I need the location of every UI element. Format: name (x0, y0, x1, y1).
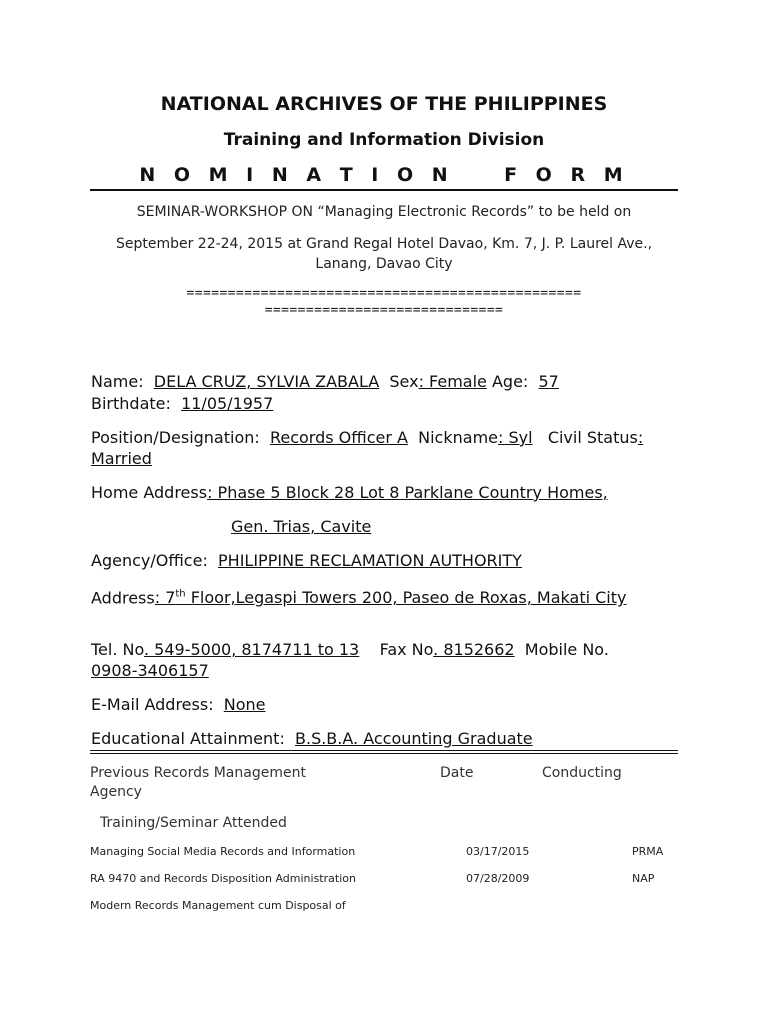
education-label: Educational Attainment: (91, 729, 285, 748)
email-row (91, 694, 691, 715)
education-value: B.S.B.A. Accounting Graduate (295, 729, 533, 748)
org-title: NATIONAL ARCHIVES OF THE PHILIPPINES (160, 93, 608, 115)
seminar-line-2: September 22-24, 2015 at Grand Regal Hotel Davao, Km. 7, J. P. Laurel Ave., Lanang, Davao City (115, 236, 653, 272)
name-row (91, 371, 691, 392)
contact-row (91, 639, 671, 681)
title-rule (90, 189, 678, 191)
office-address-value: : 7th Floor,Legaspi Towers 200, Paseo de Roxas, Makati City (154, 588, 627, 608)
position-row (91, 427, 691, 469)
nickname-label: Nickname (418, 428, 498, 447)
age-label: Age: (491, 372, 529, 391)
form-title: N O M I N A T I O N F O R M (139, 164, 629, 186)
home-address-row (91, 482, 691, 503)
agency-value: PHILIPPINE RECLAMATION AUTHORITY (218, 551, 522, 570)
table-col-date: Date (440, 765, 474, 781)
education-row (91, 728, 691, 749)
civil-status-label: Civil Status (547, 428, 638, 447)
email-label: E-Mail Address: (91, 695, 214, 714)
table-row-date: 07/28/2009 (466, 872, 530, 885)
table-row: RA 9470 and Records Disposition Administration (90, 872, 356, 885)
fax-label: Fax No (379, 640, 434, 659)
division-title: Training and Information Division (223, 130, 545, 150)
office-address-label: Address (91, 588, 155, 608)
birthdate-label: Birthdate: (91, 394, 171, 413)
civil-status-value: : Married (91, 428, 644, 468)
birthdate-value: 11/05/1957 (181, 394, 274, 413)
home-address-value: : Phase 5 Block 28 Lot 8 Parklane Country Homes, (207, 483, 608, 502)
table-col-conducting: Conducting (542, 765, 622, 781)
table-col-agency: Agency (90, 784, 142, 800)
fax-value: . 8152662 (433, 640, 515, 659)
position-value: Records Officer A (269, 428, 408, 447)
name-value: DELA CRUZ, SYLVIA ZABALA (153, 372, 380, 391)
table-row: Modern Records Management cum Disposal of (90, 899, 346, 912)
agency-row (91, 550, 691, 571)
name-label: Name: (91, 372, 144, 391)
section-rule-1 (90, 750, 678, 751)
table-row: Managing Social Media Records and Information (90, 845, 356, 858)
tel-value: . 549-5000, 8174711 to 13 (144, 640, 360, 659)
section-rule-2 (90, 753, 678, 754)
nickname-value: : Syl (498, 428, 533, 447)
tel-label: Tel. No (91, 640, 144, 659)
seminar-line-1: SEMINAR-WORKSHOP ON “Managing Electronic Records” to be held on (136, 204, 632, 220)
table-col-training: Previous Records Management (90, 765, 306, 781)
position-label: Position/Designation: (91, 428, 260, 447)
agency-label: Agency/Office: (91, 551, 208, 570)
mobile-value: 0908-3406157 (91, 661, 209, 680)
separator-line: ================================================ ============================= (186, 286, 582, 318)
email-value: None (223, 695, 266, 714)
sex-label: Sex (389, 372, 419, 391)
home-address-label: Home Address (91, 483, 208, 502)
home-address-row-2 (231, 516, 671, 537)
birthdate-row (91, 393, 691, 414)
table-row-date: 03/17/2015 (466, 845, 530, 858)
home-address-value-2: Gen. Trias, Cavite (231, 517, 372, 536)
mobile-label: Mobile No. (524, 640, 609, 659)
age-value: 57 (538, 372, 559, 391)
office-address-row (91, 584, 661, 608)
table-row-agency: PRMA (632, 845, 664, 858)
table-col-training-sub: Training/Seminar Attended (100, 815, 287, 831)
table-row-agency: NAP (632, 872, 655, 885)
sex-value: : Female (418, 372, 487, 391)
